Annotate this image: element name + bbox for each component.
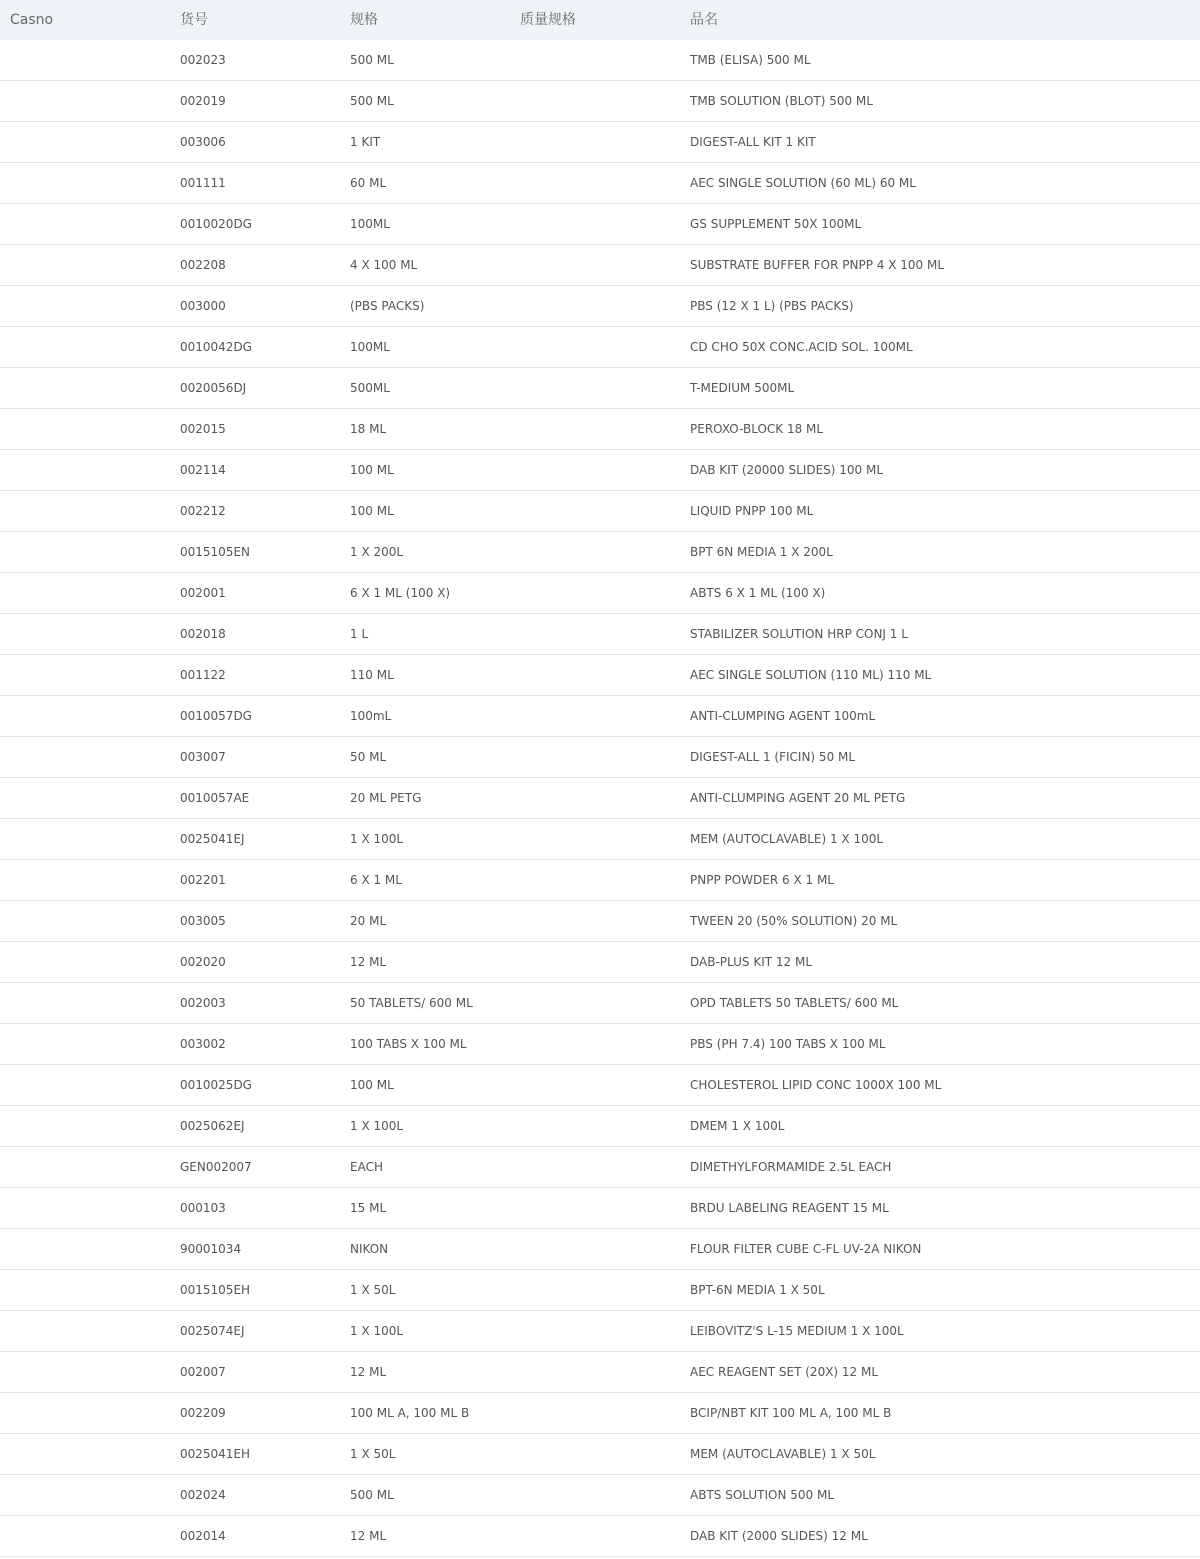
header-spec: 规格	[350, 12, 378, 28]
cell-product-name: ANTI-CLUMPING AGENT 100mL	[690, 709, 876, 723]
cell-product-name: AEC SINGLE SOLUTION (60 ML) 60 ML	[690, 176, 916, 190]
cell-item-no: 0010020DG	[180, 217, 252, 231]
cell-product-name: ABTS 6 X 1 ML (100 X)	[690, 586, 826, 600]
cell-item-no: 002024	[180, 1488, 226, 1502]
cell-spec: 500 ML	[350, 1488, 394, 1502]
cell-item-no: 0025062EJ	[180, 1119, 245, 1133]
cell-product-name: AEC REAGENT SET (20X) 12 ML	[690, 1365, 879, 1379]
table-row	[0, 819, 1200, 860]
cell-item-no: 0010042DG	[180, 340, 252, 354]
cell-item-no: 0015105EH	[180, 1283, 251, 1297]
table-row	[0, 901, 1200, 942]
cell-product-name: SUBSTRATE BUFFER FOR PNPP 4 X 100 ML	[690, 258, 945, 272]
cell-item-no: 001111	[180, 176, 226, 190]
cell-item-no: 0015105EN	[180, 545, 251, 559]
cell-item-no: 003005	[180, 914, 226, 928]
table-row	[0, 204, 1200, 245]
table-row	[0, 327, 1200, 368]
cell-item-no: 0025041EJ	[180, 832, 245, 846]
cell-item-no: 002019	[180, 94, 226, 108]
table-row	[0, 163, 1200, 204]
cell-item-no: 003007	[180, 750, 226, 764]
header-product-name: 品名	[690, 12, 718, 28]
cell-item-no: 001122	[180, 668, 226, 682]
cell-spec: 12 ML	[350, 1365, 387, 1379]
cell-product-name: STABILIZER SOLUTION HRP CONJ 1 L	[690, 627, 908, 641]
cell-item-no: 003000	[180, 299, 226, 313]
cell-spec: 15 ML	[350, 1201, 387, 1215]
cell-spec: 100ML	[350, 217, 390, 231]
cell-product-name: PEROXO-BLOCK 18 ML	[690, 422, 824, 436]
cell-item-no: 002014	[180, 1529, 226, 1543]
header-quality-spec: 质量规格	[520, 12, 576, 28]
cell-product-name: BPT-6N MEDIA 1 X 50L	[690, 1283, 825, 1297]
table-row	[0, 696, 1200, 737]
cell-spec: 4 X 100 ML	[350, 258, 418, 272]
cell-item-no: 003002	[180, 1037, 226, 1051]
header-item-no: 货号	[180, 12, 208, 28]
cell-item-no: 002007	[180, 1365, 226, 1379]
cell-item-no: 0010025DG	[180, 1078, 252, 1092]
cell-item-no: 002209	[180, 1406, 226, 1420]
table-row	[0, 737, 1200, 778]
cell-product-name: LIQUID PNPP 100 ML	[690, 504, 814, 518]
cell-product-name: DAB KIT (2000 SLIDES) 12 ML	[690, 1529, 868, 1543]
cell-item-no: 002114	[180, 463, 226, 477]
header-casno: Casno	[10, 12, 54, 28]
table-row	[0, 1188, 1200, 1229]
cell-item-no: 002001	[180, 586, 226, 600]
cell-product-name: PBS (PH 7.4) 100 TABS X 100 ML	[690, 1037, 886, 1051]
cell-product-name: BPT 6N MEDIA 1 X 200L	[690, 545, 833, 559]
cell-product-name: PBS (12 X 1 L) (PBS PACKS)	[690, 299, 854, 313]
cell-item-no: 0010057DG	[180, 709, 252, 723]
cell-spec: 6 X 1 ML (100 X)	[350, 586, 451, 600]
cell-item-no: 90001034	[180, 1242, 242, 1256]
cell-product-name: LEIBOVITZ'S L-15 MEDIUM 1 X 100L	[690, 1324, 904, 1338]
table-row	[0, 983, 1200, 1024]
table-row	[0, 655, 1200, 696]
cell-spec: 50 TABLETS/ 600 ML	[350, 996, 473, 1010]
cell-spec: 100 TABS X 100 ML	[350, 1037, 467, 1051]
table-row	[0, 40, 1200, 81]
table-row	[0, 1352, 1200, 1393]
cell-product-name: CD CHO 50X CONC.ACID SOL. 100ML	[690, 340, 913, 354]
cell-spec: 500ML	[350, 381, 390, 395]
cell-product-name: DIGEST-ALL KIT 1 KIT	[690, 135, 816, 149]
table-row	[0, 1229, 1200, 1270]
table-row	[0, 1065, 1200, 1106]
cell-item-no: 002212	[180, 504, 226, 518]
table-row	[0, 942, 1200, 983]
cell-product-name: AEC SINGLE SOLUTION (110 ML) 110 ML	[690, 668, 932, 682]
cell-spec: 18 ML	[350, 422, 387, 436]
cell-product-name: ANTI-CLUMPING AGENT 20 ML PETG	[690, 791, 906, 805]
table-body	[0, 40, 1200, 1557]
cell-product-name: TMB SOLUTION (BLOT) 500 ML	[690, 94, 873, 108]
cell-item-no: 002018	[180, 627, 226, 641]
table-row	[0, 1147, 1200, 1188]
cell-spec: 50 ML	[350, 750, 387, 764]
cell-product-name: CHOLESTEROL LIPID CONC 1000X 100 ML	[690, 1078, 942, 1092]
table-row	[0, 245, 1200, 286]
cell-product-name: DIGEST-ALL 1 (FICIN) 50 ML	[690, 750, 856, 764]
table-row	[0, 1024, 1200, 1065]
cell-item-no: 0020056DJ	[180, 381, 247, 395]
table-header	[0, 0, 1200, 40]
cell-product-name: ABTS SOLUTION 500 ML	[690, 1488, 834, 1502]
cell-product-name: DAB KIT (20000 SLIDES) 100 ML	[690, 463, 884, 477]
cell-item-no: 002208	[180, 258, 226, 272]
cell-product-name: BRDU LABELING REAGENT 15 ML	[690, 1201, 889, 1215]
cell-spec: 110 ML	[350, 668, 394, 682]
cell-product-name: DMEM 1 X 100L	[690, 1119, 785, 1133]
cell-item-no: 002003	[180, 996, 226, 1010]
table-row	[0, 778, 1200, 819]
cell-spec: 100 ML	[350, 504, 394, 518]
cell-product-name: DIMETHYLFORMAMIDE 2.5L EACH	[690, 1160, 892, 1174]
table-row	[0, 450, 1200, 491]
table-row	[0, 860, 1200, 901]
cell-spec: 1 L	[350, 627, 369, 641]
cell-spec: 1 X 50L	[350, 1447, 396, 1461]
table-row	[0, 1106, 1200, 1147]
cell-spec: 100 ML	[350, 463, 394, 477]
cell-product-name: DAB-PLUS KIT 12 ML	[690, 955, 813, 969]
table-row	[0, 1270, 1200, 1311]
cell-product-name: OPD TABLETS 50 TABLETS/ 600 ML	[690, 996, 899, 1010]
cell-spec: EACH	[350, 1160, 383, 1174]
cell-item-no: 0025074EJ	[180, 1324, 245, 1338]
cell-product-name: MEM (AUTOCLAVABLE) 1 X 100L	[690, 832, 884, 846]
cell-spec: 12 ML	[350, 955, 387, 969]
table-row	[0, 81, 1200, 122]
cell-spec: 1 X 100L	[350, 832, 404, 846]
cell-product-name: TWEEN 20 (50% SOLUTION) 20 ML	[690, 914, 898, 928]
table-row	[0, 1393, 1200, 1434]
cell-product-name: TMB (ELISA) 500 ML	[690, 53, 811, 67]
table-row	[0, 491, 1200, 532]
cell-item-no: 000103	[180, 1201, 226, 1215]
cell-item-no: 002201	[180, 873, 226, 887]
cell-item-no: GEN002007	[180, 1160, 252, 1174]
table-row	[0, 409, 1200, 450]
table-row	[0, 1434, 1200, 1475]
table-row	[0, 532, 1200, 573]
table-row	[0, 368, 1200, 409]
cell-item-no: 0025041EH	[180, 1447, 251, 1461]
cell-spec: 1 X 50L	[350, 1283, 396, 1297]
cell-spec: 500 ML	[350, 94, 394, 108]
table-row	[0, 573, 1200, 614]
cell-item-no: 002020	[180, 955, 226, 969]
cell-item-no: 002023	[180, 53, 226, 67]
cell-item-no: 002015	[180, 422, 226, 436]
cell-spec: NIKON	[350, 1242, 389, 1256]
cell-product-name: PNPP POWDER 6 X 1 ML	[690, 873, 834, 887]
cell-spec: 100 ML A, 100 ML B	[350, 1406, 470, 1420]
cell-spec: 12 ML	[350, 1529, 387, 1543]
cell-spec: 6 X 1 ML	[350, 873, 402, 887]
table-row	[0, 1516, 1200, 1557]
cell-product-name: T-MEDIUM 500ML	[690, 381, 795, 395]
table-row	[0, 122, 1200, 163]
cell-product-name: BCIP/NBT KIT 100 ML A, 100 ML B	[690, 1406, 892, 1420]
cell-item-no: 0010057AE	[180, 791, 250, 805]
cell-spec: 1 KIT	[350, 135, 381, 149]
table-row	[0, 286, 1200, 327]
cell-spec: (PBS PACKS)	[350, 299, 425, 313]
cell-spec: 1 X 200L	[350, 545, 404, 559]
cell-spec: 100mL	[350, 709, 392, 723]
table-row	[0, 1475, 1200, 1516]
cell-product-name: MEM (AUTOCLAVABLE) 1 X 50L	[690, 1447, 876, 1461]
cell-spec: 100 ML	[350, 1078, 394, 1092]
cell-product-name: FLOUR FILTER CUBE C-FL UV-2A NIKON	[690, 1242, 922, 1256]
table-row	[0, 1311, 1200, 1352]
cell-spec: 100ML	[350, 340, 390, 354]
cell-spec: 60 ML	[350, 176, 387, 190]
cell-product-name: GS SUPPLEMENT 50X 100ML	[690, 217, 862, 231]
cell-spec: 500 ML	[350, 53, 394, 67]
cell-spec: 20 ML PETG	[350, 791, 422, 805]
cell-item-no: 003006	[180, 135, 226, 149]
cell-spec: 1 X 100L	[350, 1324, 404, 1338]
table-row	[0, 614, 1200, 655]
cell-spec: 1 X 100L	[350, 1119, 404, 1133]
cell-spec: 20 ML	[350, 914, 387, 928]
